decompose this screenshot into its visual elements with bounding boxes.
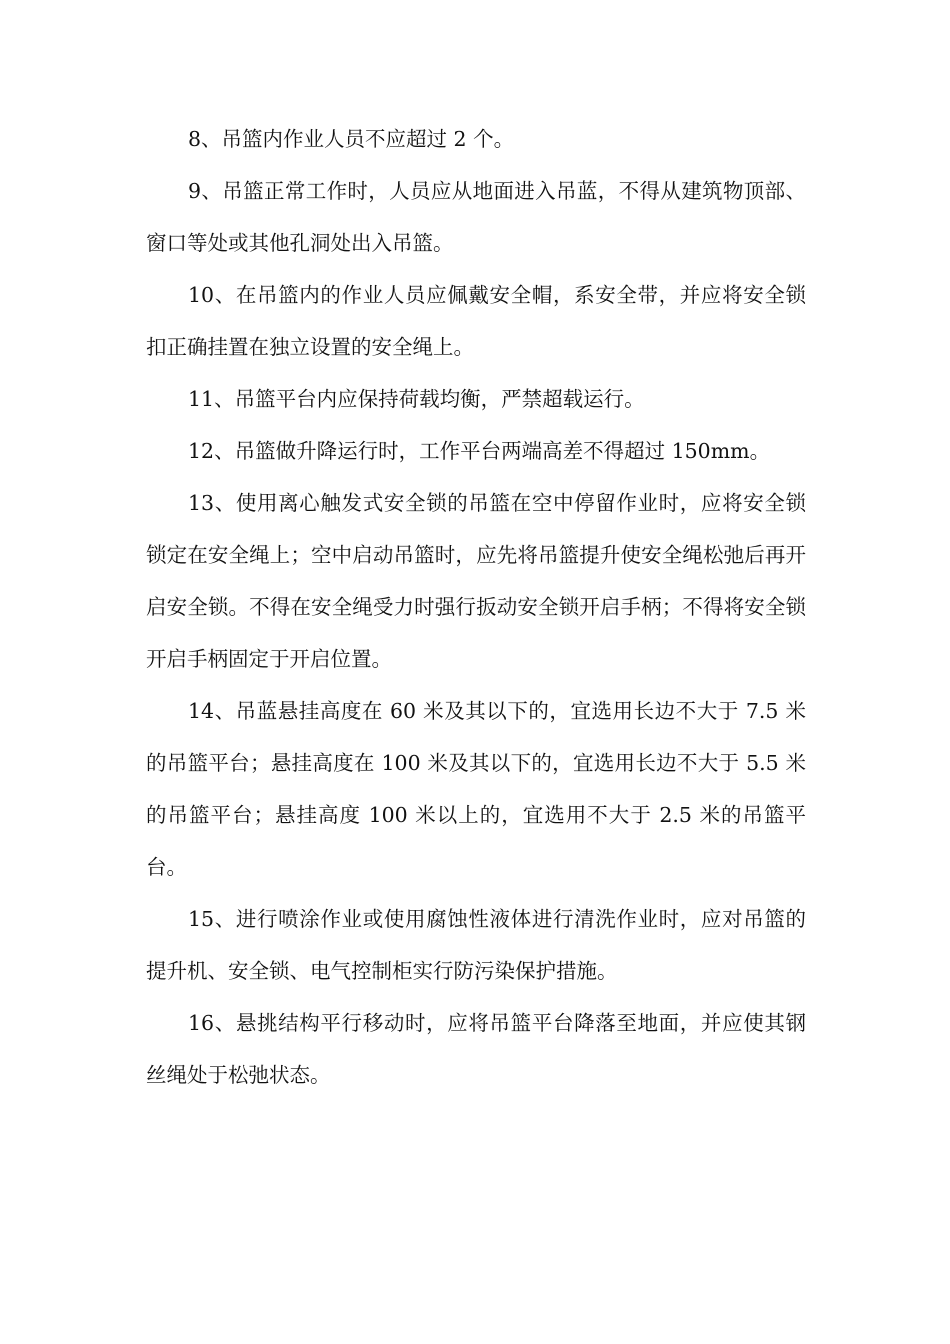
paragraph-10: 10、在吊篮内的作业人员应佩戴安全帽，系安全带，并应将安全锁扣正确挂置在独立设置的安全绳上。 <box>146 283 806 359</box>
paragraph-9: 9、吊篮正常工作时，人员应从地面进入吊蓝，不得从建筑物顶部、窗口等处或其他孔洞处出入吊篮。 <box>146 179 806 255</box>
paragraph-11: 11、吊篮平台内应保持荷载均衡，严禁超载运行。 <box>188 387 645 411</box>
paragraph-14: 14、吊蓝悬挂高度在 60 米及其以下的，宜选用长边不大于 7.5 米的吊篮平台；悬挂高度在 100 米及其以下的，宜选用长边不大于 5.5 米的吊篮平台；悬挂高度 100 米以上的，宜选用不大于 2.5 米的吊篮平台。 <box>146 699 806 879</box>
paragraph-15: 15、进行喷涂作业或使用腐蚀性液体进行清洗作业时，应对吊篮的提升机、安全锁、电气控制柜实行防污染保护措施。 <box>146 907 806 983</box>
paragraph-16: 16、悬挑结构平行移动时，应将吊篮平台降落至地面，并应使其钢丝绳处于松弛状态。 <box>146 1011 806 1087</box>
paragraph-13: 13、使用离心触发式安全锁的吊篮在空中停留作业时，应将安全锁锁定在安全绳上；空中启动吊篮时，应先将吊篮提升使安全绳松弛后再开启安全锁。不得在安全绳受力时强行扳动安全锁开启手柄；不得将安全锁开启手柄固定于开启位置。 <box>146 491 806 671</box>
paragraph-8: 8、吊篮内作业人员不应超过 2 个。 <box>188 127 515 151</box>
document-body <box>146 113 806 1101</box>
paragraph-12: 12、吊篮做升降运行时，工作平台两端高差不得超过 150mm。 <box>188 439 771 463</box>
